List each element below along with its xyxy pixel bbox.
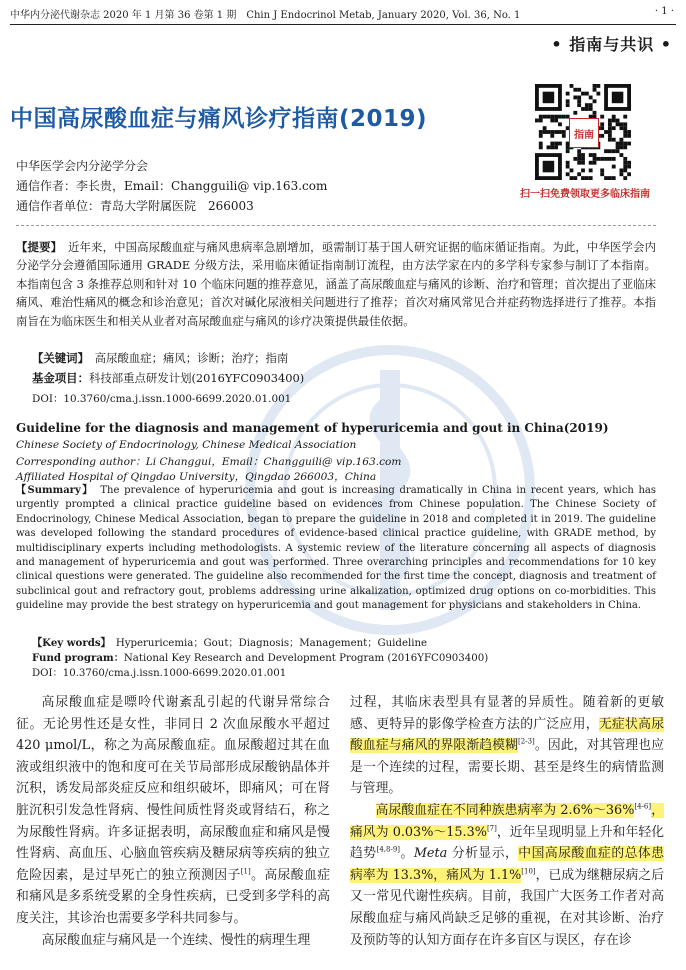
body-paragraph	[350, 692, 664, 800]
keywords-en-label: 【Key words】	[32, 637, 106, 649]
paragraph-text: 分析显示，	[447, 846, 519, 862]
english-title: Guideline for the diagnosis and management of hyperuricemia and gout in China(2019)	[16, 421, 609, 435]
highlighted-text: 高尿酸血症在不同种族患病率为 2.6%～36%	[375, 802, 635, 818]
citation[interactable]: [2-3]	[518, 737, 535, 746]
body-paragraph	[16, 930, 330, 952]
citation[interactable]: [10]	[521, 867, 536, 876]
highlighted-text: 无症状高尿酸血症与痛风的界限渐趋模糊	[350, 716, 665, 754]
body-paragraph	[350, 800, 664, 951]
fund-text: 科技部重点研发计划(2016YFC0903400)	[88, 371, 305, 385]
english-corresponding: Corresponding author：Li Changgui，Email：Changguili@ vip.163.com	[16, 456, 402, 468]
citation[interactable]: [7]	[486, 824, 497, 833]
english-affiliation: Affiliated Hospital of Qingdao University，Qingdao 266003，China	[16, 471, 377, 483]
summary-text: The prevalence of hyperuricemia and gout is increasing dramatically in China in recent years, which has urgently prompted a clinical practice guideline based on evidences from Chinese population. The Chinese Society of Endocrinology, Chinese Medical Association, began to prepare the guideline in 2018 and completed it in 2019. The guideline was developed following the standard procedures of evidence-based clinical practice guideline, with GRADE method, by multidisciplinary experts including methodologists. A systemic review of the literature concerning all aspects of diagnosis and management of hyperuricemia and gout was performed. Three overarching principles and recommendations for 10 key clinical questions were generated. The guideline also recommended for the first time the concept, diagnosis and treatment of subclinical gout and refractory gout, problems addressing urine alkalization, optimized drug options on co-morbidities. This guideline may provide the best strategy on hyperuricemia and gout management for physicians and stakeholders in China.	[16, 485, 657, 612]
abstract-text: 近年来，中国高尿酸血症与痛风患病率急剧增加，亟需制订基于国人研究证据的临床循证指南。为此，中华医学会内分泌学分会遵循国际通用 GRADE 分级方法，采用临床循证指南制订流程，由方法学家在内的多学科专家参与制订了本指南。本指南包含 3 条推荐总则和针对 10 个临床问题的推荐意见，涵盖了高尿酸血症与痛风的诊断、治疗和管理；首次提出了亚临床痛风、难治性痛风的概念和诊治意见；首次对碱化尿液相关问题进行了推荐；首次对痛风常见合并症药物选择进行了推荐。本指南旨在为临床医生和相关从业者对高尿酸血症与痛风的诊疗决策提供最佳依据。	[16, 240, 656, 328]
section-label: • 指南与共识 •	[551, 35, 672, 54]
english-summary	[16, 484, 656, 614]
doi-cn[interactable]: DOI：10.3760/cma.j.issn.1000-6699.2020.01.001	[32, 393, 292, 405]
divider	[16, 225, 656, 226]
summary-label: 【Summary】	[16, 485, 89, 496]
keywords-text: 高尿酸血症；痛风；诊断；治疗；指南	[94, 351, 289, 365]
paragraph-text: ，已成为继糖尿病之后又一常见代谢性疾病。目前，我国广大医务工作者对高尿酸血症与痛风尚缺乏足够的重视，在对其诊断、治疗及预防等的认知方面存在许多盲区与误区，存在诊	[350, 867, 664, 948]
header-rule	[10, 24, 676, 25]
paragraph-text: 高尿酸血症是嘌呤代谢紊乱引起的代谢异常综合征。无论男性还是女性，非同日 2 次血尿酸水平超过 420 μmol/L，称之为高尿酸血症。血尿酸超过其在血液或组织液中的饱和度可在关节局部形成尿酸钠晶体并沉积，诱发局部炎症反应和组织破坏，即痛风；可在肾脏沉积引发急性肾病、慢性间质性肾炎或肾结石，称之为尿酸性肾病。许多证据表明，高尿酸血症和痛风是慢性肾病、高血压、心脑血管疾病及糖尿病等疾病的独立危险因素，是过早死亡的独立预测因子	[16, 695, 330, 883]
keywords-en-text: Hyperuricemia；Gout；Diagnosis；Management；Guideline	[115, 638, 428, 649]
fund-en-label: Fund program：	[32, 652, 124, 664]
highlighted-text: 中国高尿酸血症的总体患病率为 13.3%，痛风为 1.1%	[350, 846, 665, 883]
paragraph-text: 过程，其临床表型具有显著的异质性。随着新的更敏感、更特异的影像学检查方法的广泛应用，	[350, 695, 664, 732]
journal-citation: 中华内分泌代谢杂志 2020 年 1 月第 36 卷第 1 期 Chin J Endocrinol Metab, January 2020, Vol. 36, No. 1	[10, 10, 521, 21]
qr-badge: 指南	[569, 118, 599, 148]
journal-header	[10, 6, 674, 22]
fund-en	[32, 649, 488, 664]
keywords-label: 【关键词】	[32, 351, 84, 365]
citation[interactable]: [4-6]	[634, 802, 652, 811]
paragraph-text: 。高尿酸血症和痛风是多系统受累的全身性疾病，已受到多学科的高度关注，其诊治也需要多学科共同参与。	[16, 867, 331, 926]
meta-term: Meta	[413, 846, 448, 862]
corresponding-author: 通信作者：李长贵，Email：Changguili@ vip.163.com	[16, 179, 328, 193]
citation[interactable]: [1]	[240, 867, 251, 876]
page-number: · 1 ·	[654, 6, 674, 17]
abstract-cn	[16, 238, 656, 330]
fund-cn	[32, 370, 304, 386]
keywords-en	[32, 634, 427, 649]
paragraph-text: 。	[400, 846, 414, 862]
paragraph-text: 。因此，对其管理也应是一个连续的过程，需要长期、甚至是终生的病情监测与管理。	[350, 738, 665, 797]
keywords-cn	[32, 350, 288, 366]
paragraph-text: 高尿酸血症与痛风是一个连续、慢性的病理生理	[41, 932, 311, 948]
author-society: 中华医学会内分泌学分会	[16, 159, 149, 173]
body-column-left	[16, 692, 330, 951]
page-title: 中国高尿酸血症与痛风诊疗指南(2019)	[10, 106, 428, 132]
paragraph-text: ，近年呈现明显上升和年轻化趋势	[350, 824, 665, 862]
highlighted-text: ，痛风为 0.03%～15.3%	[350, 802, 664, 840]
abstract-label: 【提要】	[16, 240, 57, 254]
citation[interactable]: [4,8-9]	[376, 845, 401, 854]
doi-en[interactable]: DOI：10.3760/cma.j.issn.1000-6699.2020.01.001	[32, 668, 287, 679]
fund-en-text: National Key Research and Development Program (2016YFC0903400)	[123, 653, 489, 664]
body-paragraph	[16, 692, 330, 930]
english-society: Chinese Society of Endocrinology, Chinese Medical Association	[16, 439, 357, 451]
author-affiliation: 通信作者单位：青岛大学附属医院 266003	[16, 199, 254, 213]
qr-caption: 扫一扫免费领取更多临床指南	[520, 189, 650, 200]
body-column-right	[350, 692, 664, 951]
fund-label: 基金项目：	[32, 371, 89, 385]
